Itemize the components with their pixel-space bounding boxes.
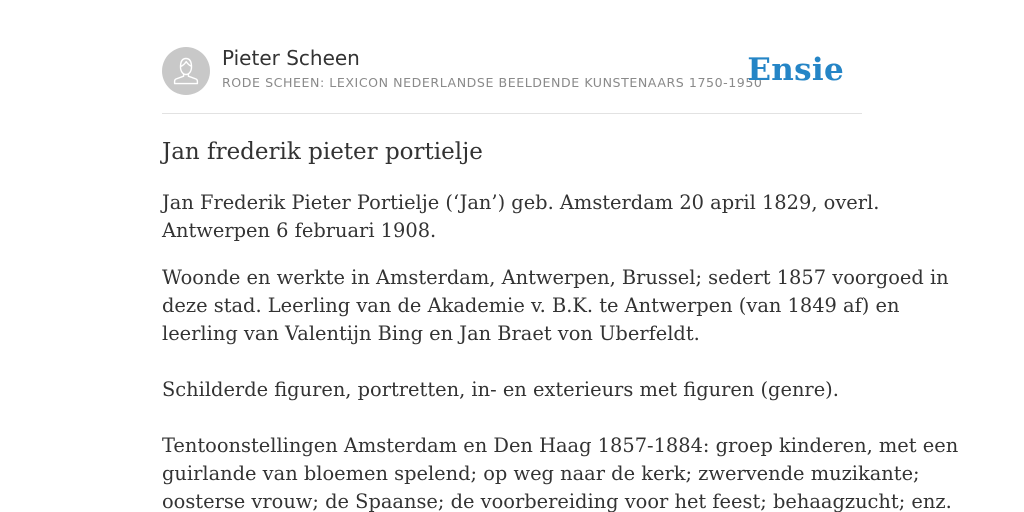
paragraph-biography	[162, 264, 959, 512]
source-title[interactable]: RODE SCHEEN: LEXICON NEDERLANDSE BEELDENDE KUNSTENAARS 1750-1950	[222, 75, 763, 90]
article-body	[162, 189, 959, 512]
line-break	[162, 348, 862, 376]
text-line: Antwerpen 6 februari 1908.	[162, 219, 437, 242]
text-line: Woonde en werkte in Amsterdam, Antwerpen, Brussel; sedert 1857 voorgoed in	[162, 266, 949, 289]
article-header	[162, 46, 862, 96]
text-line: deze stad. Leerling van de Akademie v. B.K. te Antwerpen (van 1849 af) en	[162, 294, 900, 317]
ensie-logo[interactable]: Ensie	[747, 52, 844, 88]
text-line: oosterse vrouw; de Spaanse; de voorbereiding voor het feest; behaagzucht; enz.	[162, 490, 952, 512]
line-break	[162, 404, 862, 432]
article-title: Jan frederik pieter portielje	[162, 139, 483, 165]
text-line: leerling van Valentijn Bing en Jan Braet von Uberfeldt.	[162, 322, 700, 345]
user-silhouette-icon	[162, 47, 210, 95]
header-divider	[162, 113, 862, 114]
author-name[interactable]: Pieter Scheen	[222, 46, 360, 70]
paragraph-birth-death	[162, 189, 880, 245]
text-line: Jan Frederik Pieter Portielje (‘Jan’) geb. Amsterdam 20 april 1829, overl.	[162, 191, 880, 214]
text-line: Schilderde figuren, portretten, in- en exterieurs met figuren (genre).	[162, 378, 839, 401]
text-line: Tentoonstellingen Amsterdam en Den Haag 1857-1884: groep kinderen, met een	[162, 434, 959, 457]
avatar[interactable]	[162, 47, 210, 95]
text-line: guirlande van bloemen spelend; op weg naar de kerk; zwervende muzikante;	[162, 462, 920, 485]
